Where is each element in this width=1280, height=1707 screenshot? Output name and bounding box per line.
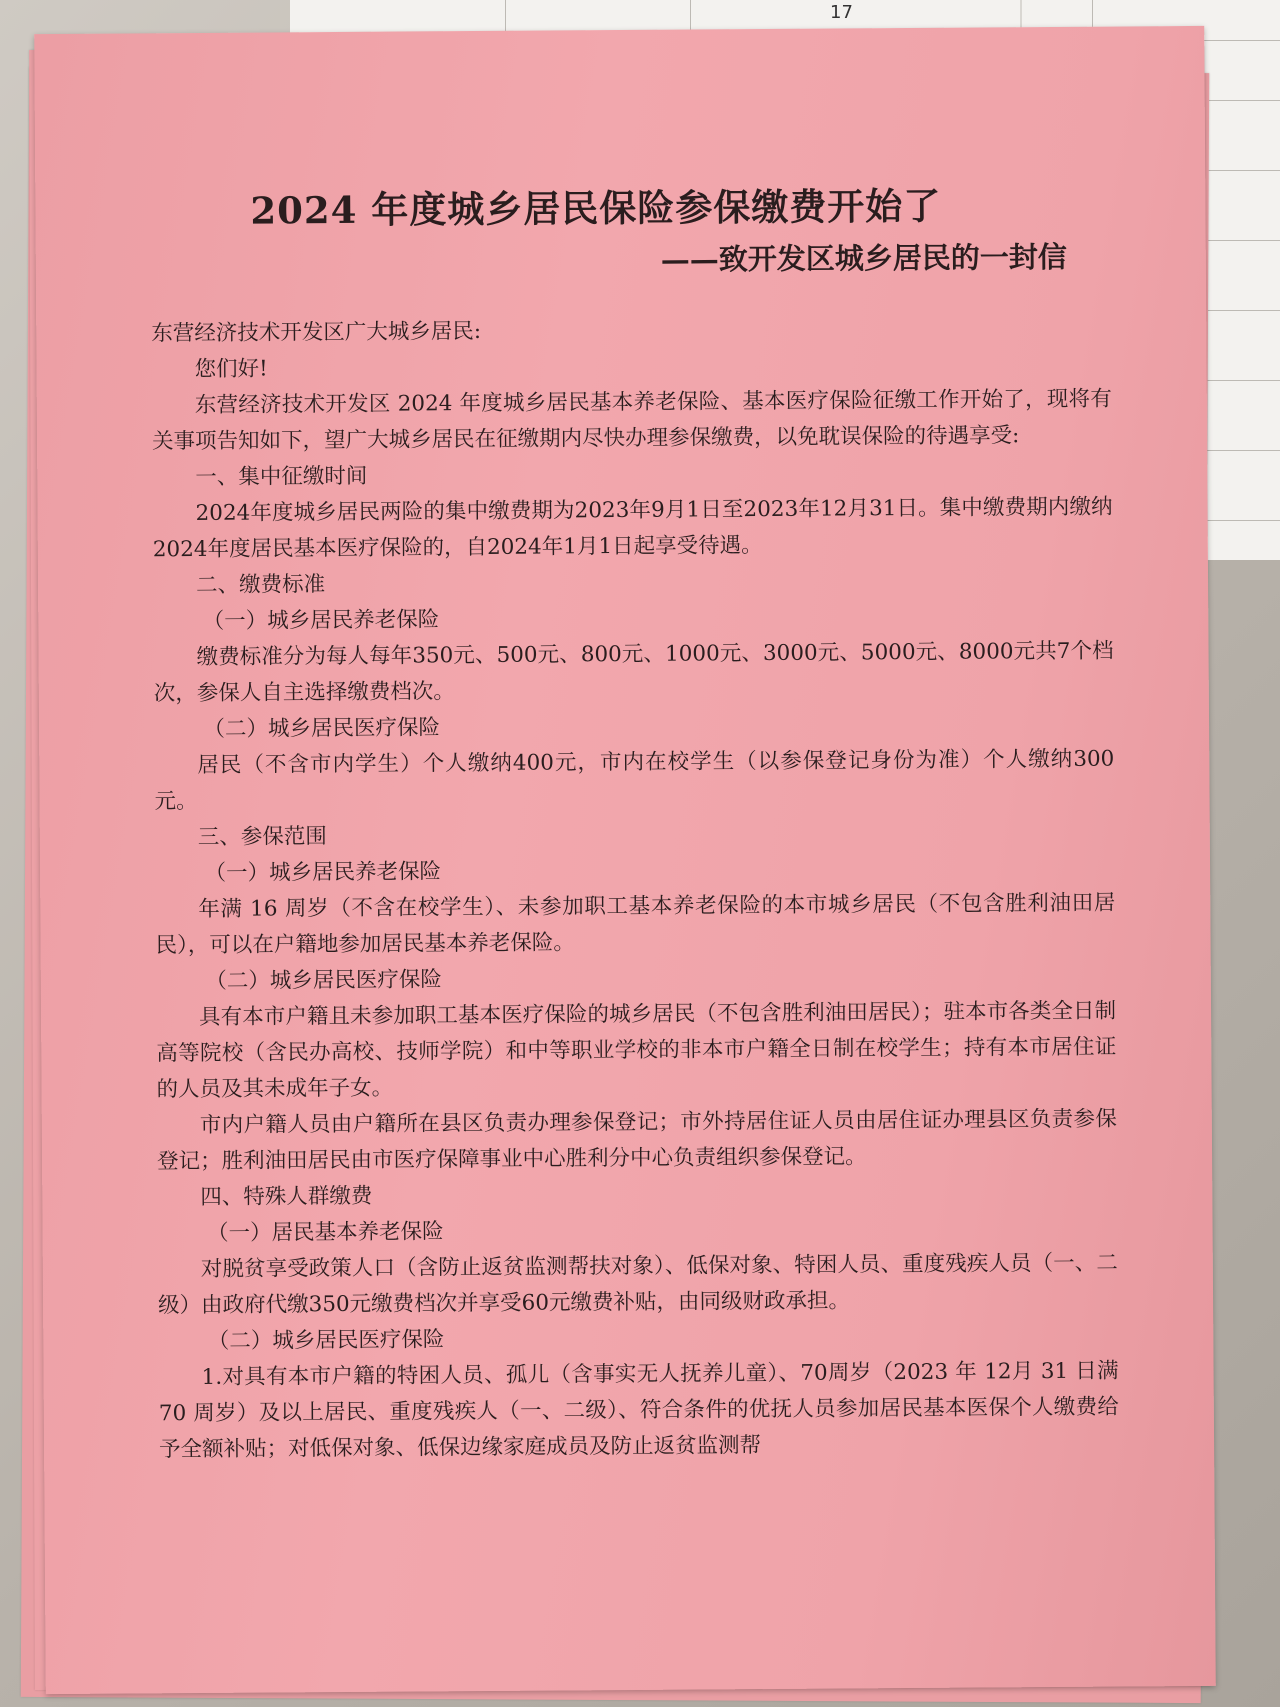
intro-paragraph: 东营经济技术开发区 2024 年度城乡居民基本养老保险、基本医疗保险征缴工作开始了，现将有关事项告知如下，望广大城乡居民在征缴期内尽快办理参保缴费，以免耽误保险的待遇享受:	[151, 386, 1112, 455]
section-2-sub1: （一）城乡居民养老保险	[202, 607, 440, 634]
section-3-text2: 具有本市户籍且未参加职工基本医疗保险的城乡居民（不包含胜利油田居民）；驻本市各类全日制高等院校（含民办高校、技师学院）和中等职业学校的非本市户籍全日制在校学生；持有本市居住证的人员及其未成年子女。	[156, 998, 1117, 1103]
section-4-sub1: （一）居民基本养老保险	[206, 1219, 444, 1246]
section-3-sub2: （二）城乡居民医疗保险	[205, 967, 442, 994]
letter-subtitle: ——致开发区城乡居民的一封信	[660, 239, 1067, 277]
section-2-text2: 居民（不含市内学生）个人缴纳400元，市内在校学生（以参保登记身份为准）个人缴纳300元。	[154, 746, 1115, 815]
section-3-text1: 年满 16 周岁（不含在校学生）、未参加职工基本养老保险的本市城乡居民（不包含胜利油田居民），可以在户籍地参加居民基本养老保险。	[155, 890, 1116, 959]
section-3-text3: 市内户籍人员由户籍所在县区负责办理参保登记；市外持居住证人员由居住证办理县区负责参保登记；胜利油田居民由市医疗保障事业中心胜利分中心负责组织参保登记。	[157, 1106, 1117, 1175]
section-1-text: 2024年度城乡居民两险的集中缴费期为2023年9月1日至2023年12月31日。集中缴费期内缴纳2024年度居民基本医疗保险的，自2024年1月1日起享受待遇。	[152, 494, 1113, 563]
letter-paper	[34, 26, 1216, 1694]
section-4-heading: 四、特殊人群缴费	[200, 1183, 373, 1210]
section-1-heading: 一、集中征缴时间	[195, 463, 368, 490]
greeting: 您们好!	[194, 356, 268, 382]
letter-body	[151, 310, 1119, 1469]
section-3-heading: 三、参保范围	[197, 824, 327, 850]
salutation: 东营经济技术开发区广大城乡居民:	[151, 318, 482, 347]
section-2-sub2: （二）城乡居民医疗保险	[203, 715, 441, 742]
section-4-text2: 1.对具有本市户籍的特困人员、孤儿（含事实无人抚养儿童）、70周岁（2023 年 12月 31 日满 70 周岁）及以上居民、重度残疾人（一、二级）、符合条件的优抚人员参加居民基本医保个人缴费给予全额补贴；对低保对象、低保边缘家庭成员及防止返贫监测帮	[158, 1358, 1119, 1463]
section-2-heading: 二、缴费标准	[195, 572, 326, 598]
letter-title: 2024 年度城乡居民保险参保缴费开始了	[250, 183, 942, 233]
section-3-sub1: （一）城乡居民养老保险	[204, 859, 442, 886]
section-4-sub2: （二）城乡居民医疗保险	[207, 1327, 445, 1354]
behind-page-number: 17	[830, 2, 853, 23]
section-4-text1: 对脱贫享受政策人口（含防止返贫监测帮扶对象）、低保对象、特困人员、重度残疾人员（一、二级）由政府代缴350元缴费档次并享受60元缴费补贴，由同级财政承担。	[158, 1250, 1118, 1319]
section-2-text1: 缴费标准分为每人每年350元、500元、800元、1000元、3000元、5000元、8000元共7个档次，参保人自主选择缴费档次。	[153, 638, 1114, 707]
